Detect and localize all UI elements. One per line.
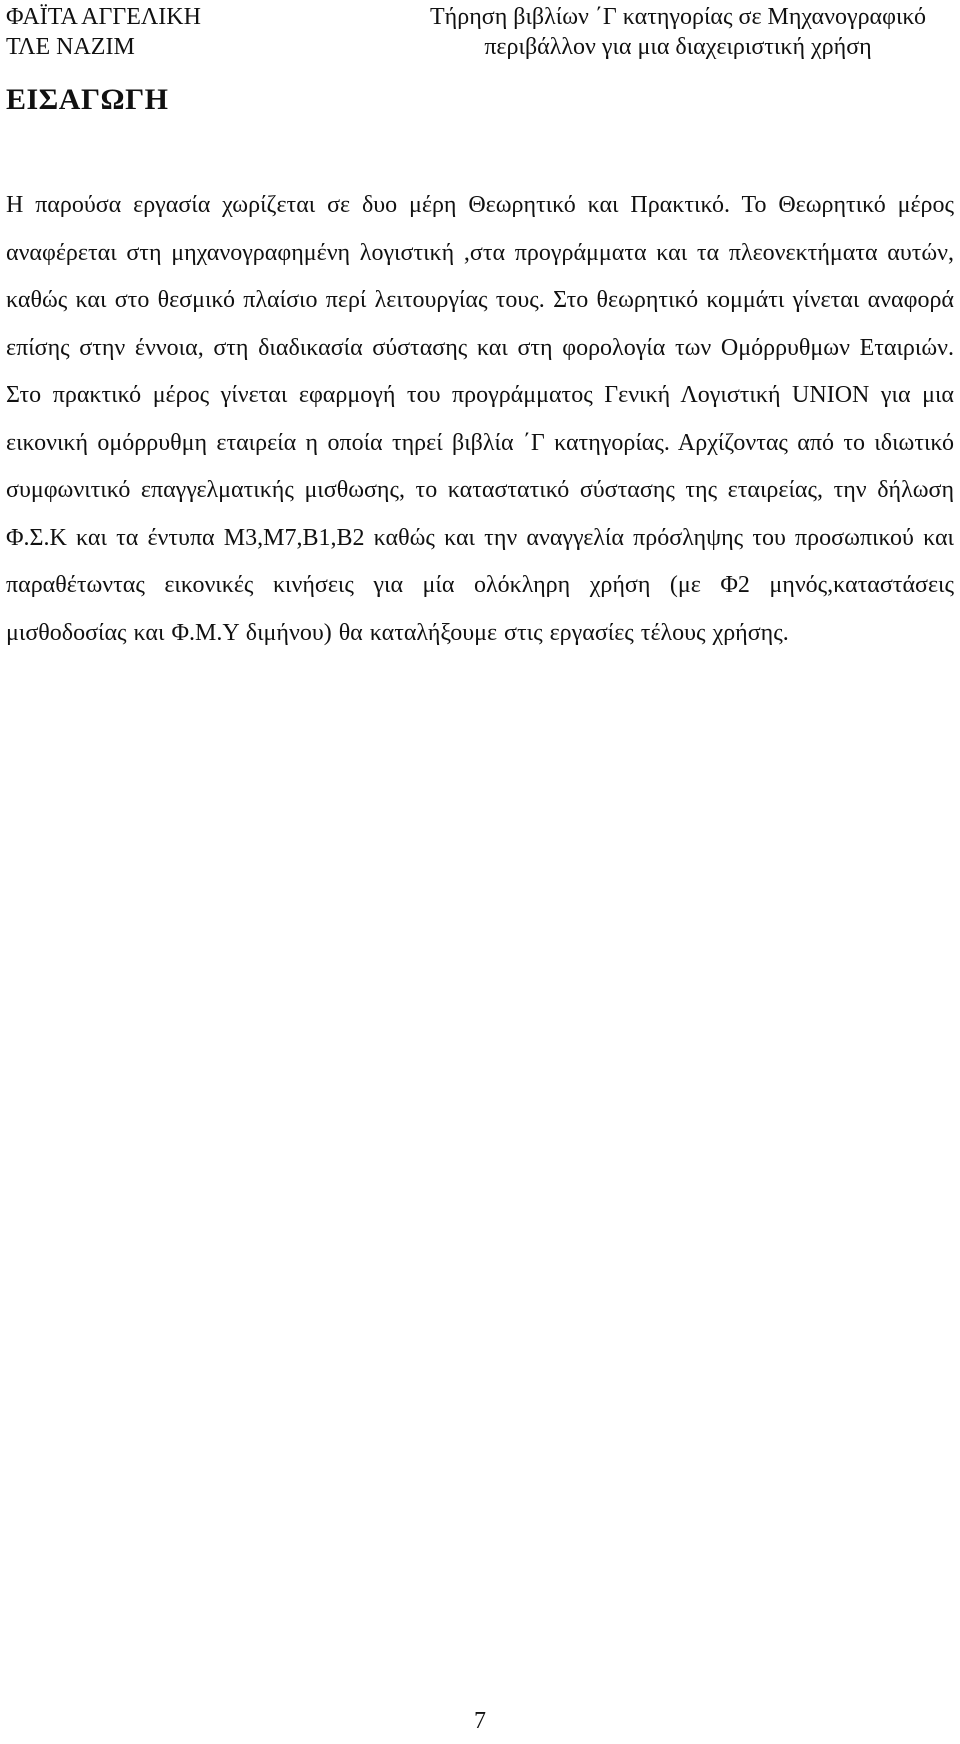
- page-header: [6, 2, 954, 66]
- author-line-2: ΤΛΕ ΝΑΖΙΜ: [6, 34, 135, 60]
- body-paragraph: Η παρούσα εργασία χωρίζεται σε δυο μέρη Θεωρητικό και Πρακτικό. Το Θεωρητικό μέρος αναφέρεται στη μηχανογραφημένη λογιστική ,στα προγράμματα και τα πλεονεκτήματα αυτών, καθώς και στο θεσμικό πλαίσιο περί λειτουργίας τους. Στο θεωρητικό κομμάτι γίνεται αναφορά επίσης στην έννοια, στη διαδικασία σύστασης και στη φορολογία των Ομόρρυθμων Εταιριών. Στο πρακτικό μέρος γίνεται εφαρμογή του προγράμματος Γενική Λογιστική UNION για μια εικονική ομόρρυθμη εταιρεία η οποία τηρεί βιβλία ΄Γ κατηγορίας. Αρχίζοντας από το ιδιωτικό συμφωνιτικό επαγγελματικής μισθωσης, το καταστατικό σύστασης της εταιρείας, την δήλωση Φ.Σ.Κ και τα έντυπα Μ3,Μ7,Β1,Β2 καθώς και την αναγγελία πρόσληψης του προσωπικού και παραθέτωντας εικονικές κινήσεις για μία ολόκληρη χρήση (με Φ2 μηνός,καταστάσεις μισθοδοσίας και Φ.Μ.Υ διμήνου) θα καταλήξουμε στις εργασίες τέλους χρήσης.: [6, 192, 954, 646]
- page-number: 7: [474, 1708, 486, 1734]
- author-line-1: ΦΑΪΤΑ ΑΓΓΕΛΙΚΗ: [6, 4, 201, 30]
- title-line-2: περιβάλλον για μια διαχειριστική χρήση: [484, 34, 872, 60]
- title-line-1: Τήρηση βιβλίων ΄Γ κατηγορίας σε Μηχανογραφικό: [430, 4, 926, 30]
- header-title: [430, 2, 926, 62]
- section-heading: ΕΙΣΑΓΩΓΗ: [6, 83, 169, 116]
- header-authors: [6, 2, 306, 62]
